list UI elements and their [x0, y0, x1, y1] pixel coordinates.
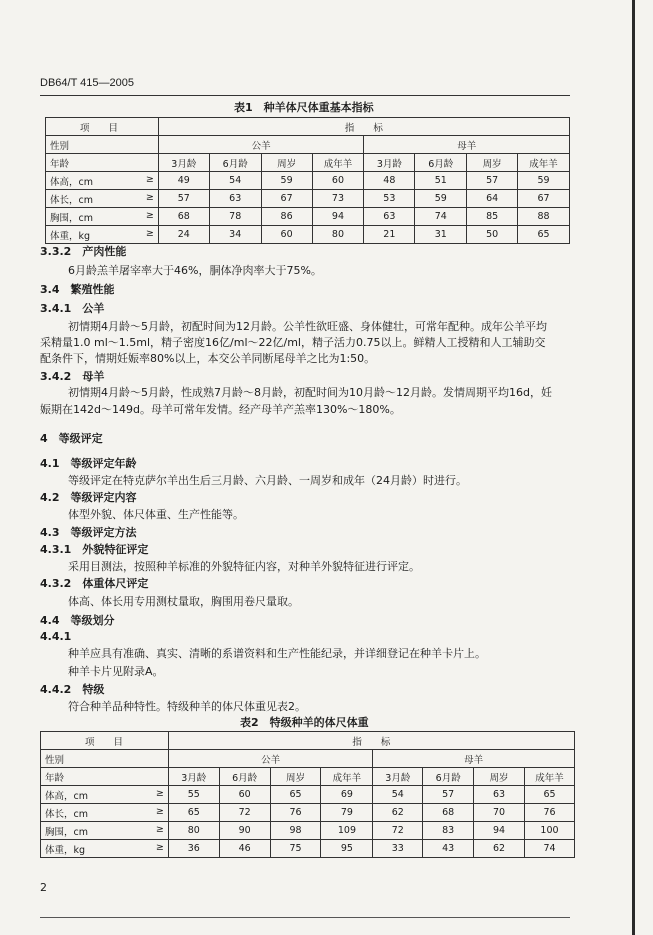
header-rule	[40, 95, 570, 96]
paragraph: 初情期4月龄～5月龄，性成熟7月龄～8月龄，初配时间为10月龄～12月龄。发情周期平均16d，妊	[68, 386, 552, 399]
table-row	[41, 822, 575, 840]
document-code: DB64/T 415—2005	[40, 77, 134, 89]
age-cell: 成年羊	[312, 154, 364, 172]
paragraph: 符合种羊品种特性。特级种羊的体尺体重见表2。	[68, 700, 306, 713]
heading-3-3-2: 3.3.2 产肉性能	[40, 245, 127, 258]
paragraph: 种羊应具有准确、真实、清晰的系谱资料和生产性能纪录，并详细登记在种羊卡片上。	[68, 647, 486, 660]
row-label-text: 体重，kg	[50, 230, 91, 242]
row-label	[41, 804, 169, 822]
value-cell: 36	[168, 840, 219, 858]
paragraph: 体型外貌、体尺体重、生产性能等。	[68, 508, 244, 521]
gender-label: 性别	[41, 750, 169, 768]
age-cell: 周岁	[474, 768, 525, 786]
value-cell: 80	[312, 226, 364, 244]
ge-sign: ≥	[155, 823, 164, 835]
table1-caption: 表1 种羊体尺体重基本指标	[234, 101, 374, 114]
table-row	[46, 208, 570, 226]
heading-4: 4 等级评定	[40, 432, 103, 445]
value-cell: 109	[321, 822, 373, 840]
heading-4-3: 4.3 等级评定方法	[40, 526, 137, 539]
paragraph: 种羊卡片见附录A。	[68, 665, 164, 678]
paragraph: 采精量1.0 ml～1.5ml，精子密度16亿/ml～22亿/ml，精子活力0.75以上。鲜精人工授精和人工辅助交	[40, 336, 546, 349]
table-row	[41, 786, 575, 804]
value-cell: 49	[158, 172, 209, 190]
item-header: 项 目	[46, 118, 159, 136]
heading-4-4-1: 4.4.1	[40, 630, 72, 643]
row-label	[41, 822, 169, 840]
value-cell: 53	[364, 190, 415, 208]
ge-sign: ≥	[155, 841, 164, 853]
ge-sign: ≥	[155, 805, 164, 817]
value-cell: 21	[364, 226, 415, 244]
value-cell: 76	[270, 804, 321, 822]
heading-4-3-1: 4.3.1 外貌特征评定	[40, 543, 149, 556]
heading-4-3-2: 4.3.2 体重体尺评定	[40, 577, 149, 590]
table-row	[46, 172, 570, 190]
value-cell: 76	[525, 804, 575, 822]
value-cell: 33	[373, 840, 423, 858]
value-cell: 48	[364, 172, 415, 190]
row-label-text: 胸围，cm	[50, 212, 93, 224]
row-label-text: 胸围，cm	[45, 826, 88, 838]
paragraph: 初情期4月龄～5月龄，初配时间为12月龄。公羊性欲旺盛、身体健壮，可常年配种。成年公羊平均	[68, 320, 547, 333]
value-cell: 80	[168, 822, 219, 840]
value-cell: 59	[415, 190, 467, 208]
value-cell: 65	[168, 804, 219, 822]
heading-3-4-1: 3.4.1 公羊	[40, 302, 105, 315]
paragraph: 体高、体长用专用测杖量取，胸围用卷尺量取。	[68, 595, 299, 608]
value-cell: 54	[373, 786, 423, 804]
value-cell: 94	[312, 208, 364, 226]
paragraph: 等级评定在特克萨尔羊出生后三月龄、六月龄、一周岁和成年（24月龄）时进行。	[68, 474, 467, 487]
heading-4-1: 4.1 等级评定年龄	[40, 457, 137, 470]
row-label-text: 体高，cm	[45, 790, 88, 802]
value-cell: 55	[168, 786, 219, 804]
age-label: 年龄	[41, 768, 169, 786]
indicator-header: 指 标	[158, 118, 569, 136]
value-cell: 79	[321, 804, 373, 822]
age-row	[41, 768, 575, 786]
value-cell: 65	[518, 226, 570, 244]
value-cell: 68	[423, 804, 474, 822]
ge-sign: ≥	[145, 173, 154, 185]
age-cell: 6月龄	[209, 154, 261, 172]
value-cell: 90	[219, 822, 270, 840]
table2	[40, 731, 575, 858]
age-cell: 6月龄	[415, 154, 467, 172]
age-cell: 成年羊	[525, 768, 575, 786]
value-cell: 24	[158, 226, 209, 244]
age-cell: 成年羊	[321, 768, 373, 786]
value-cell: 98	[270, 822, 321, 840]
value-cell: 62	[373, 804, 423, 822]
value-cell: 78	[209, 208, 261, 226]
value-cell: 57	[467, 172, 518, 190]
value-cell: 51	[415, 172, 467, 190]
age-row	[46, 154, 570, 172]
value-cell: 88	[518, 208, 570, 226]
heading-4-4: 4.4 等级划分	[40, 614, 115, 627]
value-cell: 46	[219, 840, 270, 858]
value-cell: 57	[158, 190, 209, 208]
value-cell: 63	[364, 208, 415, 226]
footer-rule	[40, 917, 570, 918]
value-cell: 67	[518, 190, 570, 208]
value-cell: 68	[158, 208, 209, 226]
heading-4-4-2: 4.4.2 特级	[40, 683, 105, 696]
value-cell: 94	[474, 822, 525, 840]
table-row	[41, 840, 575, 858]
value-cell: 83	[423, 822, 474, 840]
indicator-header: 指 标	[168, 732, 574, 750]
row-label	[46, 208, 159, 226]
age-cell: 3月龄	[158, 154, 209, 172]
value-cell: 54	[209, 172, 261, 190]
value-cell: 72	[373, 822, 423, 840]
row-label-text: 体长，cm	[50, 194, 93, 206]
value-cell: 60	[261, 226, 312, 244]
row-label	[46, 172, 159, 190]
heading-3-4-2: 3.4.2 母羊	[40, 370, 105, 383]
value-cell: 59	[261, 172, 312, 190]
ge-sign: ≥	[145, 191, 154, 203]
table-row	[46, 190, 570, 208]
age-cell: 3月龄	[364, 154, 415, 172]
age-cell: 6月龄	[423, 768, 474, 786]
ge-sign: ≥	[145, 209, 154, 221]
heading-4-2: 4.2 等级评定内容	[40, 491, 137, 504]
paragraph: 配条件下，情期妊娠率80%以上，本交公羊同断尾母羊之比为1:50。	[40, 352, 376, 365]
age-cell: 周岁	[270, 768, 321, 786]
scan-edge	[632, 0, 635, 935]
table1	[45, 117, 570, 244]
value-cell: 95	[321, 840, 373, 858]
heading-3-4: 3.4 繁殖性能	[40, 283, 115, 296]
table2-caption: 表2 特级种羊的体尺体重	[240, 716, 369, 729]
value-cell: 60	[312, 172, 364, 190]
value-cell: 74	[415, 208, 467, 226]
value-cell: 85	[467, 208, 518, 226]
ge-sign: ≥	[145, 227, 154, 239]
value-cell: 72	[219, 804, 270, 822]
row-label	[46, 226, 159, 244]
table-row	[41, 804, 575, 822]
value-cell: 64	[467, 190, 518, 208]
value-cell: 63	[209, 190, 261, 208]
value-cell: 73	[312, 190, 364, 208]
age-cell: 成年羊	[518, 154, 570, 172]
age-cell: 周岁	[261, 154, 312, 172]
value-cell: 65	[270, 786, 321, 804]
gender-label: 性别	[46, 136, 159, 154]
value-cell: 65	[525, 786, 575, 804]
row-label	[41, 840, 169, 858]
age-cell: 3月龄	[168, 768, 219, 786]
row-label-text: 体长，cm	[45, 808, 88, 820]
value-cell: 60	[219, 786, 270, 804]
value-cell: 43	[423, 840, 474, 858]
value-cell: 74	[525, 840, 575, 858]
row-label	[46, 190, 159, 208]
female-header: 母羊	[364, 136, 570, 154]
value-cell: 86	[261, 208, 312, 226]
value-cell: 67	[261, 190, 312, 208]
item-header: 项 目	[41, 732, 169, 750]
paragraph: 娠期在142d～149d。母羊可常年发情。经产母羊产羔率130%～180%。	[40, 403, 401, 416]
value-cell: 34	[209, 226, 261, 244]
ge-sign: ≥	[155, 787, 164, 799]
row-label-text: 体高，cm	[50, 176, 93, 188]
page-number: 2	[40, 881, 47, 894]
table-row	[46, 226, 570, 244]
value-cell: 31	[415, 226, 467, 244]
value-cell: 63	[474, 786, 525, 804]
row-label-text: 体重，kg	[45, 844, 86, 856]
paragraph: 6月龄羔羊屠宰率大于46%，胴体净肉率大于75%。	[68, 264, 322, 277]
male-header: 公羊	[158, 136, 364, 154]
value-cell: 69	[321, 786, 373, 804]
male-header: 公羊	[168, 750, 373, 768]
paragraph: 采用目测法，按照种羊标准的外貌特征内容，对种羊外貌特征进行评定。	[68, 560, 420, 573]
row-label	[41, 786, 169, 804]
age-cell: 3月龄	[373, 768, 423, 786]
age-cell: 周岁	[467, 154, 518, 172]
value-cell: 75	[270, 840, 321, 858]
value-cell: 57	[423, 786, 474, 804]
value-cell: 59	[518, 172, 570, 190]
female-header: 母羊	[373, 750, 575, 768]
value-cell: 100	[525, 822, 575, 840]
value-cell: 50	[467, 226, 518, 244]
age-cell: 6月龄	[219, 768, 270, 786]
value-cell: 70	[474, 804, 525, 822]
value-cell: 62	[474, 840, 525, 858]
age-label: 年龄	[46, 154, 159, 172]
